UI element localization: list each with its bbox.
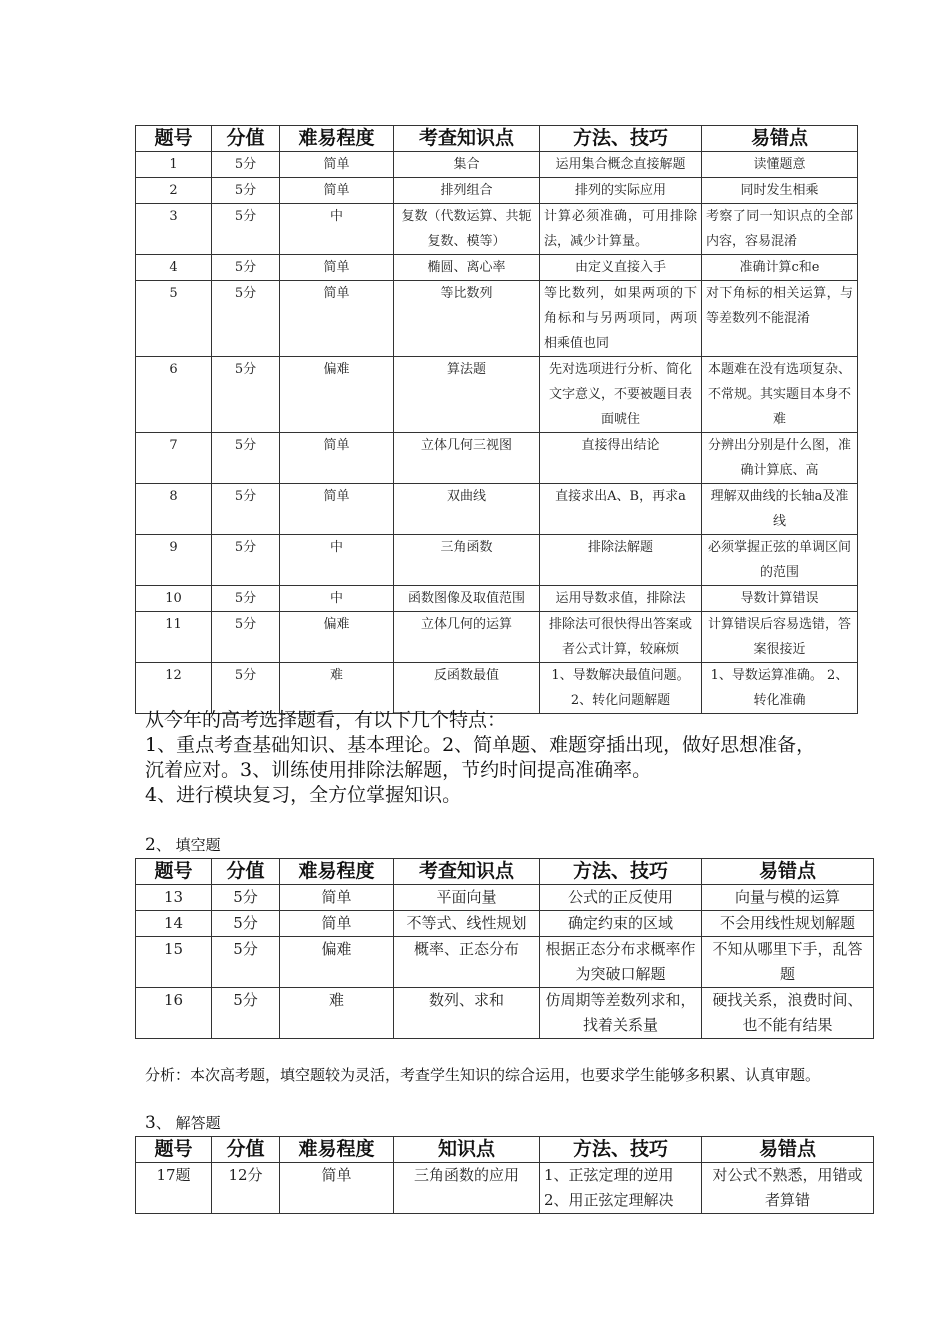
cell-method: 直接求出A、B，再求a (540, 484, 702, 535)
table-row (136, 885, 874, 911)
summary-line-2: 1、重点考查基础知识、基本理论。2、简单题、难题穿插出现，做好思想准备，沉着应对。3、训练使用排除法解题，节约时间提高准确率。 (145, 734, 816, 781)
cell-score: 5分 (212, 178, 280, 204)
cell-score: 5分 (212, 937, 280, 988)
cell-method: 计算必须准确，可用排除法，减少计算量。 (540, 204, 702, 255)
cell-method: 运用导数求值，排除法 (540, 586, 702, 612)
cell-no: 12 (136, 663, 212, 714)
cell-knowledge: 反函数最值 (394, 663, 540, 714)
cell-knowledge: 算法题 (394, 357, 540, 433)
cell-no: 13 (136, 885, 212, 911)
header-method: 方法、技巧 (540, 126, 702, 152)
cell-method: 排列的实际应用 (540, 178, 702, 204)
table-row (136, 586, 858, 612)
cell-method: 仿周期等差数列求和，找着关系量 (540, 988, 702, 1039)
cell-no: 6 (136, 357, 212, 433)
table-row (136, 204, 858, 255)
table-row (136, 433, 858, 484)
cell-method: 运用集合概念直接解题 (540, 152, 702, 178)
cell-method: 1、导数解决最值问题。2、转化问题解题 (540, 663, 702, 714)
analysis-note: 分析：本次高考题，填空题较为灵活，考查学生知识的综合运用，也要求学生能够多积累、认真审题。 (145, 1066, 821, 1084)
header-difficulty: 难易程度 (280, 859, 394, 885)
summary-line-1: 从今年的高考选择题看，有以下几个特点： (145, 709, 507, 731)
table-header-row (136, 126, 858, 152)
cell-method: 由定义直接入手 (540, 255, 702, 281)
cell-method: 确定约束的区域 (540, 911, 702, 937)
multiple-choice-table (135, 125, 858, 714)
cell-no: 5 (136, 281, 212, 357)
cell-difficulty: 简单 (280, 255, 394, 281)
cell-knowledge: 函数图像及取值范围 (394, 586, 540, 612)
cell-no: 2 (136, 178, 212, 204)
table-row (136, 357, 858, 433)
header-pitfall: 易错点 (702, 859, 874, 885)
table-row (136, 988, 874, 1039)
cell-pitfall: 考察了同一知识点的全部内容，容易混淆 (702, 204, 858, 255)
cell-pitfall: 分辨出分别是什么图，准确计算底、高 (702, 433, 858, 484)
header-score: 分值 (212, 1137, 280, 1163)
cell-score: 5分 (212, 152, 280, 178)
cell-method: 排除法解题 (540, 535, 702, 586)
header-knowledge: 考查知识点 (394, 126, 540, 152)
cell-knowledge: 复数（代数运算、共轭复数、模等） (394, 204, 540, 255)
cell-difficulty: 简单 (280, 178, 394, 204)
cell-knowledge: 平面向量 (394, 885, 540, 911)
cell-pitfall: 对公式不熟悉，用错或者算错 (702, 1163, 874, 1214)
header-difficulty: 难易程度 (280, 1137, 394, 1163)
section-2-number: 2 (145, 835, 156, 855)
cell-knowledge: 三角函数的应用 (394, 1163, 540, 1214)
cell-score: 5分 (212, 357, 280, 433)
cell-pitfall: 对下角标的相关运算，与等差数列不能混淆 (702, 281, 858, 357)
cell-knowledge: 等比数列 (394, 281, 540, 357)
cell-pitfall: 导数计算错误 (702, 586, 858, 612)
header-knowledge: 知识点 (394, 1137, 540, 1163)
cell-difficulty: 中 (280, 535, 394, 586)
cell-difficulty: 简单 (280, 281, 394, 357)
header-score: 分值 (212, 126, 280, 152)
cell-pitfall: 计算错误后容易选错，答案很接近 (702, 612, 858, 663)
cell-score: 5分 (212, 911, 280, 937)
cell-method: 根据正态分布求概率作为突破口解题 (540, 937, 702, 988)
section-3-heading (145, 1113, 221, 1133)
header-difficulty: 难易程度 (280, 126, 394, 152)
cell-no: 4 (136, 255, 212, 281)
header-pitfall: 易错点 (702, 1137, 874, 1163)
cell-score: 5分 (212, 484, 280, 535)
cell-pitfall: 不知从哪里下手，乱答题 (702, 937, 874, 988)
cell-score: 5分 (212, 885, 280, 911)
table-header-row (136, 1137, 874, 1163)
cell-knowledge: 三角函数 (394, 535, 540, 586)
cell-score: 5分 (212, 204, 280, 255)
cell-score: 5分 (212, 663, 280, 714)
cell-score: 5分 (212, 988, 280, 1039)
summary-paragraph (145, 708, 825, 808)
fill-in-blank-table (135, 858, 874, 1039)
cell-difficulty: 偏难 (280, 937, 394, 988)
cell-difficulty: 难 (280, 663, 394, 714)
cell-score: 5分 (212, 255, 280, 281)
cell-knowledge: 集合 (394, 152, 540, 178)
table-row (136, 152, 858, 178)
cell-pitfall: 本题难在没有选项复杂、不常规。其实题目本身不难 (702, 357, 858, 433)
table-row (136, 178, 858, 204)
table-row (136, 535, 858, 586)
cell-difficulty: 简单 (280, 885, 394, 911)
cell-method: 排除法可很快得出答案或者公式计算，较麻烦 (540, 612, 702, 663)
cell-no: 17题 (136, 1163, 212, 1214)
header-knowledge: 考查知识点 (394, 859, 540, 885)
cell-no: 3 (136, 204, 212, 255)
cell-method: 直接得出结论 (540, 433, 702, 484)
table-row (136, 281, 858, 357)
cell-knowledge: 双曲线 (394, 484, 540, 535)
cell-pitfall: 同时发生相乘 (702, 178, 858, 204)
cell-difficulty: 简单 (280, 911, 394, 937)
cell-difficulty: 简单 (280, 433, 394, 484)
table-row (136, 911, 874, 937)
cell-no: 7 (136, 433, 212, 484)
table-row (136, 663, 858, 714)
cell-score: 12分 (212, 1163, 280, 1214)
cell-difficulty: 简单 (280, 152, 394, 178)
cell-method: 1、正弦定理的逆用 2、用正弦定理解决 (540, 1163, 702, 1214)
cell-knowledge: 椭圆、离心率 (394, 255, 540, 281)
cell-pitfall: 硬找关系，浪费时间、也不能有结果 (702, 988, 874, 1039)
cell-knowledge: 概率、正态分布 (394, 937, 540, 988)
header-method: 方法、技巧 (540, 1137, 702, 1163)
cell-no: 14 (136, 911, 212, 937)
cell-pitfall: 不会用线性规划解题 (702, 911, 874, 937)
cell-knowledge: 立体几何的运算 (394, 612, 540, 663)
header-score: 分值 (212, 859, 280, 885)
table-row (136, 484, 858, 535)
section-2-title: 、 填空题 (155, 836, 221, 854)
cell-no: 15 (136, 937, 212, 988)
cell-method: 等比数列，如果两项的下角标和与另两项同，两项相乘值也同 (540, 281, 702, 357)
header-pitfall: 易错点 (702, 126, 858, 152)
cell-difficulty: 中 (280, 586, 394, 612)
cell-no: 16 (136, 988, 212, 1039)
cell-knowledge: 数列、求和 (394, 988, 540, 1039)
cell-score: 5分 (212, 535, 280, 586)
header-question-no: 题号 (136, 859, 212, 885)
cell-pitfall: 理解双曲线的长轴a及准线 (702, 484, 858, 535)
cell-pitfall: 准确计算c和e (702, 255, 858, 281)
header-question-no: 题号 (136, 126, 212, 152)
cell-knowledge: 排列组合 (394, 178, 540, 204)
cell-difficulty: 中 (280, 204, 394, 255)
cell-score: 5分 (212, 612, 280, 663)
cell-no: 8 (136, 484, 212, 535)
table-header-row (136, 859, 874, 885)
cell-score: 5分 (212, 586, 280, 612)
cell-difficulty: 难 (280, 988, 394, 1039)
cell-pitfall: 读懂题意 (702, 152, 858, 178)
cell-difficulty: 偏难 (280, 357, 394, 433)
cell-pitfall: 1、导数运算准确。 2、转化准确 (702, 663, 858, 714)
cell-knowledge: 立体几何三视图 (394, 433, 540, 484)
cell-no: 11 (136, 612, 212, 663)
table-row (136, 612, 858, 663)
cell-pitfall: 必须掌握正弦的单调区间的范围 (702, 535, 858, 586)
cell-score: 5分 (212, 281, 280, 357)
cell-score: 5分 (212, 433, 280, 484)
cell-no: 1 (136, 152, 212, 178)
cell-difficulty: 简单 (280, 1163, 394, 1214)
cell-no: 9 (136, 535, 212, 586)
cell-no: 10 (136, 586, 212, 612)
header-question-no: 题号 (136, 1137, 212, 1163)
summary-line-3: 4、进行模块复习，全方位掌握知识。 (145, 784, 462, 806)
table-row (136, 1163, 874, 1214)
table-row (136, 255, 858, 281)
cell-method: 先对选项进行分析、简化文字意义，不要被题目表面唬住 (540, 357, 702, 433)
cell-difficulty: 偏难 (280, 612, 394, 663)
cell-knowledge: 不等式、线性规划 (394, 911, 540, 937)
cell-difficulty: 简单 (280, 484, 394, 535)
section-3-title: 、 解答题 (155, 1114, 221, 1132)
header-method: 方法、技巧 (540, 859, 702, 885)
cell-method: 公式的正反使用 (540, 885, 702, 911)
section-3-number: 3 (145, 1113, 156, 1133)
solution-questions-table (135, 1136, 874, 1214)
section-2-heading (145, 835, 221, 855)
cell-pitfall: 向量与模的运算 (702, 885, 874, 911)
table-row (136, 937, 874, 988)
